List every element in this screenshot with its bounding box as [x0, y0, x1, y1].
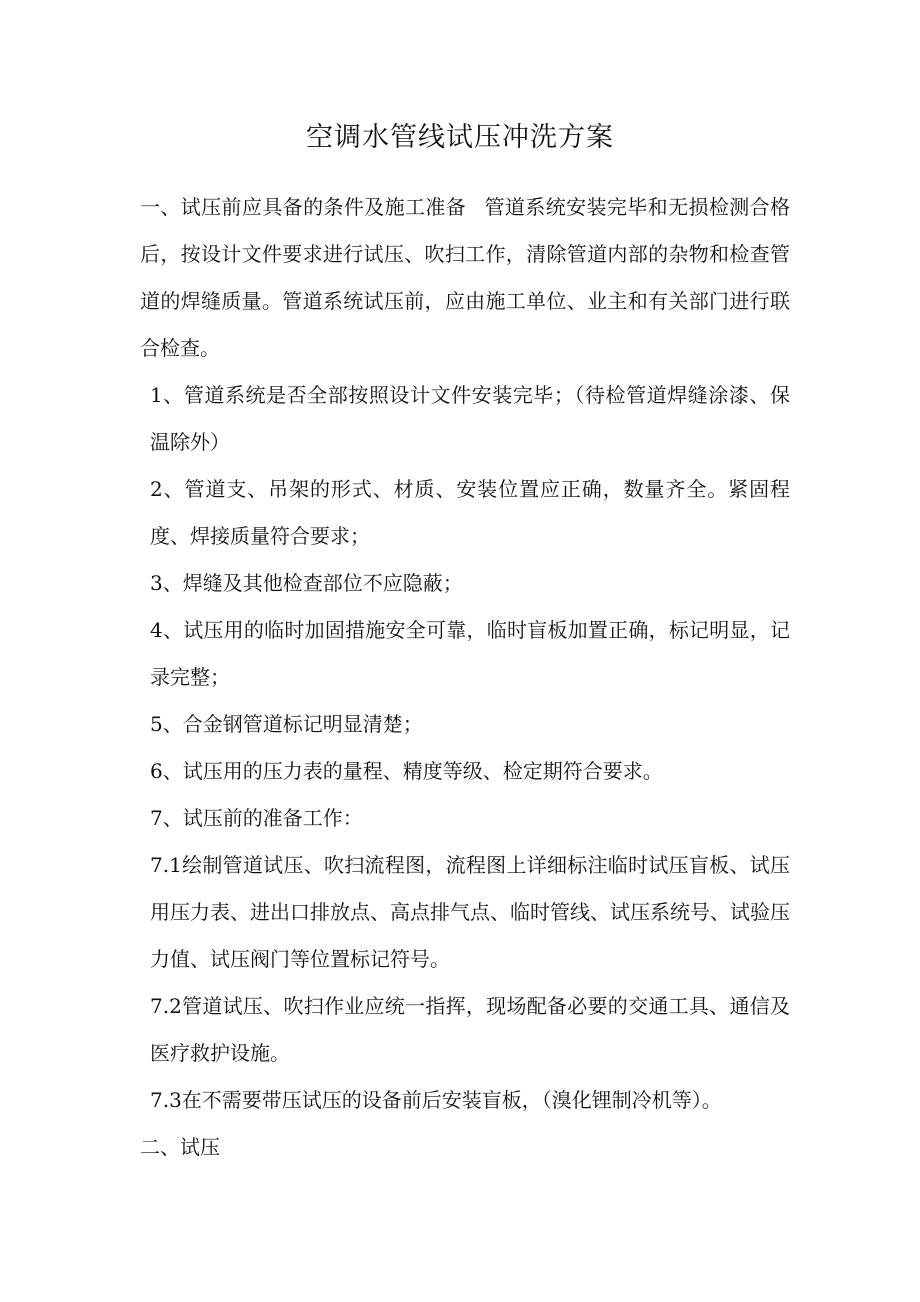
list-item-1: 1、管道系统是否全部按照设计文件安装完毕；（待检管道焊缝涂漆、保温除外）: [150, 383, 790, 454]
list-item-4: 4、试压用的临时加固措施安全可靠，临时盲板加置正确，标记明显，记录完整；: [150, 618, 790, 689]
list-item-2: 2、管道支、吊架的形式、材质、安装位置应正确，数量齐全。紧固程度、焊接质量符合要求；: [150, 477, 790, 548]
list-item-6: 6、试压用的压力表的量程、精度等级、检定期符合要求。: [150, 759, 663, 783]
list-item-7-1: 7.1绘制管道试压、吹扫流程图，流程图上详细标注临时试压盲板、试压用压力表、进出口排放点、高点排气点、临时管线、试压系统号、试验压力值、试压阀门等位置标记符号。: [150, 853, 790, 971]
list-item-7-2: 7.2管道试压、吹扫作业应统一指挥，现场配备必要的交通工具、通信及医疗救护设施。: [150, 994, 790, 1065]
list-item-5: 5、合金钢管道标记明显清楚；: [150, 712, 423, 736]
list-item-7-3: 7.3在不需要带压试压的设备前后安装盲板，（溴化锂制冷机等）。: [150, 1088, 722, 1112]
list-item-3: 3、焊缝及其他检查部位不应隐蔽；: [150, 571, 463, 595]
section-1-paragraph: [140, 184, 790, 372]
document-body: [140, 184, 790, 1171]
document-title: 空调水管线试压冲洗方案: [306, 122, 614, 153]
list-item-7: 7、试压前的准备工作：: [150, 806, 363, 830]
section-1-text: 管道系统安装完毕和无损检测合格后，按设计文件要求进行试压、吹扫工作，清除管道内部的杂物和检查管道的焊缝质量。管道系统试压前，应由施工单位、业主和有关部门进行联合检查。: [140, 195, 791, 360]
section-1-heading: 一、试压前应具备的条件及施工准备: [140, 195, 467, 219]
section-2-heading: 二、试压: [140, 1135, 220, 1159]
